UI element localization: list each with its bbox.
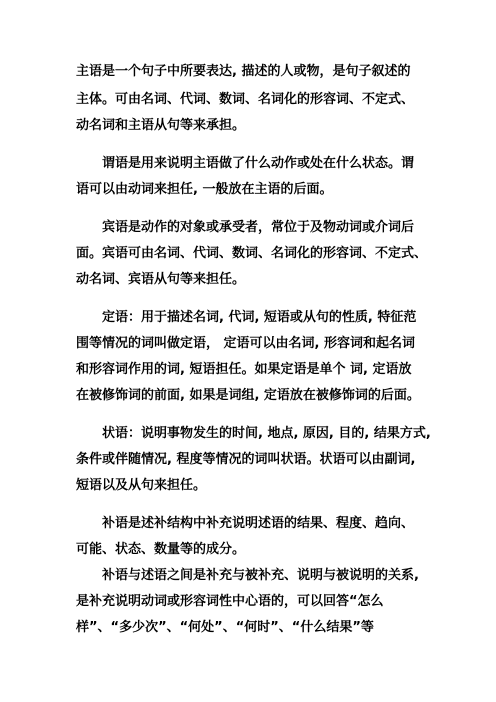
complement-line-2: 可能、状态、数量等的成分。 — [76, 542, 246, 557]
attributive-line-1: 定语：用于描述名词, 代词, 短语或从句的性质, 特征范 — [102, 310, 417, 325]
complement-line-1: 补语是述补结构中补充说明述语的结果、程度、趋向、 — [102, 516, 415, 531]
predicate-line-1: 谓语是用来说明主语做了什么动作或处在什么状态。谓 — [102, 156, 415, 171]
object-line-1: 宾语是动作的对象或承受者，常位于及物动词或介词后 — [102, 220, 415, 235]
object-line-2: 面。宾语可由名词、代词、数词、名词化的形容词、不定式、 — [76, 246, 428, 261]
attributive-line-2: 围等情况的词叫做定语， 定语可以由名词, 形容词和起名词 — [76, 336, 415, 351]
subject-line-3: 动名词和主语从句等来承担。 — [76, 118, 246, 133]
adverbial-line-1: 状语：说明事物发生的时间, 地点, 原因, 目的, 结果方式, — [102, 426, 431, 441]
complement-relation-line-3: 样”、“多少次”、“何处”、“何时”、“什么结果”等 — [76, 620, 374, 635]
complement-relation-line-2: 是补充说明动词或形容词性中心语的，可以回答“怎么 — [76, 594, 384, 609]
predicate-line-2: 语可以由动词来担任, 一般放在主语的后面。 — [76, 182, 333, 197]
attributive-line-4: 在被修饰词的前面, 如果是词组, 定语放在被修饰词的后面。 — [76, 388, 420, 403]
adverbial-line-2: 条件或伴随情况, 程度等情况的词叫状语。状语可以由副词, — [76, 452, 416, 467]
object-line-3: 动名词、宾语从句等来担任。 — [76, 272, 246, 287]
subject-line-2: 主体。可由名词、代词、数词、名词化的形容词、不定式、 — [76, 92, 415, 107]
adverbial-line-3: 短语以及从句来担任。 — [76, 478, 207, 493]
complement-relation-line-1: 补语与述语之间是补充与被补充、说明与被说明的关系, — [102, 568, 419, 583]
subject-line-1: 主语是一个句子中所要表达, 描述的人或物，是句子叙述的 — [76, 64, 411, 79]
attributive-line-3: 和形容词作用的词, 短语担任。如果定语是单个 词, 定语放 — [76, 362, 412, 377]
